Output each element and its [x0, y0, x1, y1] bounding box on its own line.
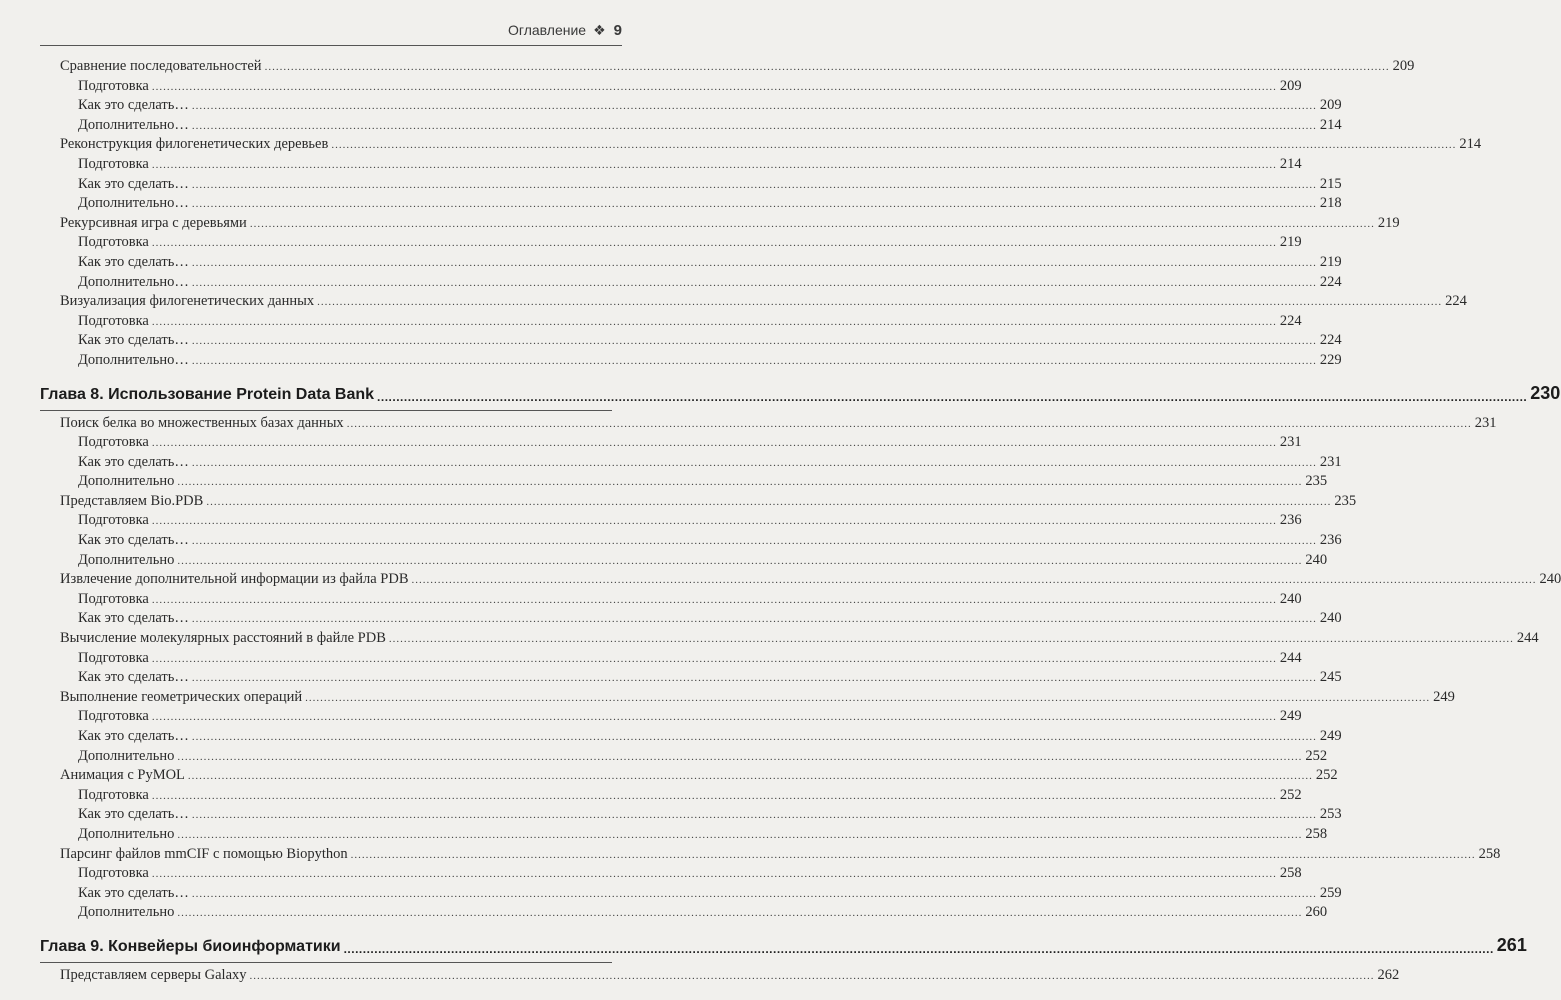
dot-leader: ............................................................................................................................................................................................................................................................................................................	[249, 217, 1375, 230]
toc-section	[40, 214, 1400, 235]
toc-entry-title: Анимация с PyMOL	[60, 767, 185, 784]
dot-leader: ............................................................................................................................................................................................................................................................................................................	[331, 139, 1457, 152]
dot-leader: ............................................................................................................................................................................................................................................................................................................	[177, 828, 1303, 841]
toc-subsection	[40, 532, 1342, 552]
dot-leader: ............................................................................................................................................................................................................................................................................................................	[151, 237, 1277, 250]
toc-section	[40, 58, 1415, 78]
toc-entry-title: Сравнение последовательностей	[60, 58, 262, 74]
header-rule	[40, 45, 622, 46]
dot-leader: ............................................................................................................................................................................................................................................................................................................	[191, 731, 1317, 743]
toc-chapter	[40, 372, 1561, 408]
toc-entry-title: Подготовка	[78, 512, 149, 529]
toc-entry-title: Дополнительно	[78, 747, 175, 764]
toc-subsection	[40, 312, 1302, 333]
toc-entry-page: 229	[1319, 351, 1342, 368]
toc-subsection	[40, 884, 1342, 905]
toc-subsection	[40, 116, 1342, 137]
toc-entry-page: 224	[1279, 312, 1302, 329]
ornament-icon: ❖	[593, 21, 606, 38]
toc-entry-title: Подготовка	[78, 77, 149, 94]
toc-entry-page: 261	[1496, 934, 1527, 955]
toc-entry-title: Дополнительно	[78, 551, 175, 568]
toc-entry-title: Реконструкция филогенетических деревьев	[60, 136, 329, 153]
dot-leader: ............................................................................................................................................................................................................................................................................................................	[346, 417, 1472, 430]
dot-leader: ............................................................................................................................................................................................................................................................................................................	[411, 574, 1537, 587]
toc-subsection	[40, 175, 1342, 196]
toc-subsection	[40, 806, 1342, 826]
toc-entry-title: Дополнительно…	[78, 195, 189, 212]
dot-leader: ............................................................................................................................................................................................................................................................................................................	[151, 711, 1277, 724]
toc-entry-title: Дополнительно…	[78, 116, 189, 133]
dot-leader: ............................................................................................................................................................................................................................................................................................................	[191, 887, 1317, 900]
toc-entry-title: Дополнительно…	[78, 351, 189, 368]
toc-entry-page: 214	[1459, 136, 1482, 153]
toc-subsection	[40, 825, 1328, 846]
toc-entry-title: Как это сделать…	[78, 253, 189, 270]
dot-leader: ............................................................................................................................................................................................................................................................................................................	[191, 276, 1317, 289]
toc-section	[40, 293, 1467, 313]
toc-entry-title: Извлечение дополнительной информации из файла PDB	[60, 571, 409, 588]
toc-entry-title: Визуализация филогенетических данных	[60, 293, 315, 310]
toc-entry-title: Подготовка	[78, 786, 149, 803]
dot-leader: ............................................................................................................................................................................................................................................................................................................	[191, 535, 1317, 548]
running-header	[40, 18, 622, 42]
toc-entry-title: Подготовка	[78, 708, 149, 725]
toc-subsection	[40, 512, 1302, 532]
dot-leader: ............................................................................................................................................................................................................................................................................................................	[191, 354, 1317, 367]
toc-entry-page: 214	[1279, 155, 1302, 172]
toc-entry-page: 215	[1319, 175, 1342, 192]
toc-subsection	[40, 253, 1342, 274]
dot-leader: ............................................................................................................................................................................................................................................................................................................	[151, 868, 1277, 881]
toc-entry-page: 209	[1319, 97, 1342, 114]
toc-subsection	[40, 610, 1342, 630]
toc-entry-page: 209	[1279, 77, 1302, 94]
toc-entry-page: 236	[1319, 532, 1342, 549]
dot-leader: ............................................................................................................................................................................................................................................................................................................	[191, 256, 1317, 269]
toc-section	[40, 492, 1357, 513]
toc-entry-page: 240	[1539, 571, 1561, 588]
chapter-rule	[40, 962, 612, 963]
toc-chapter	[40, 924, 1527, 960]
toc-entry-title: Поиск белка во множественных базах данных	[60, 414, 344, 431]
toc-entry-title: Представляем Bio.PDB	[60, 492, 204, 509]
toc-entry-page: 259	[1319, 884, 1342, 901]
toc-subsection	[40, 708, 1302, 728]
toc-subsection	[40, 77, 1302, 98]
dot-leader: ............................................................................................................................................................................................................................................................................................................	[343, 941, 1494, 956]
dot-leader: ............................................................................................................................................................................................................................................................................................................	[191, 178, 1317, 191]
toc-entry-page: 231	[1319, 453, 1342, 470]
toc-entry-page: 258	[1478, 845, 1501, 862]
toc-section	[40, 845, 1501, 866]
toc-entry-title: Подготовка	[78, 649, 149, 666]
toc-entry-title: Как это сделать…	[78, 728, 189, 744]
dot-leader: ............................................................................................................................................................................................................................................................................................................	[249, 969, 1375, 982]
dot-leader: ............................................................................................................................................................................................................................................................................................................	[177, 907, 1303, 920]
toc-entry-page: 219	[1279, 234, 1302, 251]
dot-leader: ............................................................................................................................................................................................................................................................................................................	[206, 495, 1332, 508]
header-title: Оглавление	[508, 22, 587, 38]
toc-subsection	[40, 669, 1342, 689]
toc-entry-page: 249	[1279, 708, 1302, 725]
toc-section	[40, 966, 1400, 987]
dot-leader: ............................................................................................................................................................................................................................................................................................................	[191, 198, 1317, 211]
toc-entry-page: 231	[1279, 434, 1302, 451]
toc-subsection	[40, 551, 1328, 572]
toc-entry-title: Как это сделать…	[78, 97, 189, 114]
dot-leader: ............................................................................................................................................................................................................................................................................................................	[151, 515, 1277, 528]
toc-section	[40, 767, 1338, 787]
toc-entry-title: Как это сделать…	[78, 175, 189, 192]
dot-leader: ............................................................................................................................................................................................................................................................................................................	[191, 672, 1317, 685]
toc-entry-title: Как это сделать…	[78, 806, 189, 823]
toc-entry-title: Вычисление молекулярных расстояний в файле PDB	[60, 630, 386, 647]
toc-entry-page: 258	[1305, 825, 1328, 842]
toc-entry-title: Парсинг файлов mmCIF с помощью Biopython	[60, 845, 348, 862]
toc-entry-page: 230	[1530, 382, 1561, 403]
dot-leader: ............................................................................................................................................................................................................................................................................................................	[151, 158, 1277, 171]
toc-section	[40, 136, 1482, 156]
dot-leader: ............................................................................................................................................................................................................................................................................................................	[264, 61, 1390, 73]
toc-subsection	[40, 649, 1302, 670]
toc-entry-page: 218	[1319, 195, 1342, 212]
toc-subsection	[40, 97, 1342, 117]
toc-subsection	[40, 865, 1302, 885]
toc-section	[40, 414, 1497, 435]
toc-subsection	[40, 351, 1342, 372]
toc-entry-page: 224	[1445, 293, 1467, 310]
dot-leader: ............................................................................................................................................................................................................................................................................................................	[177, 554, 1303, 567]
dot-leader: ............................................................................................................................................................................................................................................................................................................	[151, 80, 1277, 93]
toc-entry-page: 240	[1305, 551, 1328, 568]
dot-leader: ............................................................................................................................................................................................................................................................................................................	[191, 809, 1317, 822]
dot-leader: ............................................................................................................................................................................................................................................................................................................	[151, 652, 1277, 665]
toc-entry-page: 249	[1433, 688, 1455, 705]
dot-leader: ............................................................................................................................................................................................................................................................................................................	[317, 296, 1443, 309]
dot-leader: ............................................................................................................................................................................................................................................................................................................	[191, 119, 1317, 132]
dot-leader: ............................................................................................................................................................................................................................................................................................................	[151, 593, 1277, 606]
toc-entry-title: Дополнительно	[78, 904, 175, 921]
toc-entry-page: 252	[1315, 767, 1338, 784]
toc-entry-page: 231	[1474, 414, 1497, 431]
toc-entry-page: 224	[1319, 332, 1342, 349]
toc-entry-title: Как это сделать…	[78, 884, 189, 901]
toc-entry-page: 235	[1305, 473, 1328, 490]
dot-leader: ............................................................................................................................................................................................................................................................................................................	[305, 691, 1431, 704]
toc-entry-title: Представляем серверы Galaxy	[60, 966, 247, 983]
toc-entry-page: 214	[1319, 116, 1342, 133]
toc-entry-page: 253	[1319, 806, 1342, 823]
toc-entry-title: Подготовка	[78, 234, 149, 251]
toc-subsection	[40, 590, 1302, 611]
toc-entry-page: 219	[1319, 253, 1342, 270]
toc-entry-title: Как это сделать…	[78, 610, 189, 627]
toc-entry-title: Как это сделать…	[78, 532, 189, 549]
toc-section	[40, 688, 1455, 709]
toc-entry-page: 224	[1319, 273, 1342, 290]
page-number: 9	[613, 21, 622, 39]
toc-entry-page: 262	[1377, 966, 1400, 983]
toc-entry-title: Подготовка	[78, 155, 149, 172]
dot-leader: ............................................................................................................................................................................................................................................................................................................	[151, 437, 1277, 450]
toc-entry-page: 244	[1516, 630, 1539, 647]
toc-subsection	[40, 332, 1342, 352]
toc-entry-page: 240	[1319, 610, 1342, 627]
dot-leader: ............................................................................................................................................................................................................................................................................................................	[388, 633, 1514, 646]
dot-leader: ............................................................................................................................................................................................................................................................................................................	[350, 848, 1476, 861]
dot-leader: ............................................................................................................................................................................................................................................................................................................	[187, 770, 1313, 783]
dot-leader: ............................................................................................................................................................................................................................................................................................................	[191, 613, 1317, 626]
toc-entry-title: Дополнительно…	[78, 273, 189, 290]
toc-entry-title: Как это сделать…	[78, 669, 189, 686]
toc-entry-page: 252	[1305, 747, 1328, 764]
toc-entry-page: 244	[1279, 649, 1302, 666]
toc-entry-page: 209	[1392, 58, 1415, 74]
dot-leader: ............................................................................................................................................................................................................................................................................................................	[191, 456, 1317, 469]
toc-entry-page: 245	[1319, 669, 1342, 686]
toc-section	[40, 571, 1561, 591]
toc-entry-page: 236	[1279, 512, 1302, 529]
toc-entry-page: 219	[1377, 214, 1400, 231]
dot-leader: ............................................................................................................................................................................................................................................................................................................	[377, 389, 1528, 404]
toc-entry-title: Глава 9. Конвейеры биоинформатики	[40, 937, 341, 955]
toc-subsection	[40, 728, 1342, 748]
toc-entry-title: Глава 8. Использование Protein Data Bank	[40, 385, 375, 403]
dot-leader: ............................................................................................................................................................................................................................................................................................................	[191, 100, 1317, 113]
toc-subsection	[40, 155, 1302, 176]
toc-entry-page: 260	[1305, 904, 1328, 921]
toc-entry-title: Выполнение геометрических операций	[60, 688, 303, 705]
toc-subsection	[40, 473, 1328, 493]
toc-entry-title: Подготовка	[78, 590, 149, 607]
toc-subsection	[40, 273, 1342, 294]
dot-leader: ............................................................................................................................................................................................................................................................................................................	[151, 789, 1277, 802]
toc-subsection	[40, 904, 1328, 924]
toc-entry-title: Подготовка	[78, 312, 149, 329]
toc-entry-page: 258	[1279, 865, 1302, 882]
toc-entry-title: Как это сделать…	[78, 332, 189, 349]
chapter-rule	[40, 410, 612, 411]
toc-subsection	[40, 234, 1302, 254]
toc-entry-title: Дополнительно	[78, 825, 175, 842]
toc-entry-title: Подготовка	[78, 434, 149, 451]
toc-section	[40, 630, 1539, 650]
toc-subsection	[40, 195, 1342, 215]
toc-subsection	[40, 434, 1302, 454]
toc-entry-page: 235	[1334, 492, 1357, 509]
toc-entry-page: 252	[1279, 786, 1302, 803]
table-of-contents	[40, 58, 1561, 987]
toc-entry-title: Дополнительно	[78, 473, 175, 490]
dot-leader: ............................................................................................................................................................................................................................................................................................................	[151, 315, 1277, 328]
toc-subsection	[40, 747, 1328, 768]
toc-subsection	[40, 786, 1302, 807]
dot-leader: ............................................................................................................................................................................................................................................................................................................	[177, 476, 1303, 489]
toc-entry-title: Рекурсивная игра с деревьями	[60, 214, 247, 231]
dot-leader: ............................................................................................................................................................................................................................................................................................................	[191, 335, 1317, 348]
toc-entry-title: Как это сделать…	[78, 453, 189, 470]
toc-entry-page: 249	[1319, 728, 1342, 744]
dot-leader: ............................................................................................................................................................................................................................................................................................................	[177, 750, 1303, 763]
toc-subsection	[40, 453, 1342, 474]
toc-entry-title: Подготовка	[78, 865, 149, 882]
toc-entry-page: 240	[1279, 590, 1302, 607]
